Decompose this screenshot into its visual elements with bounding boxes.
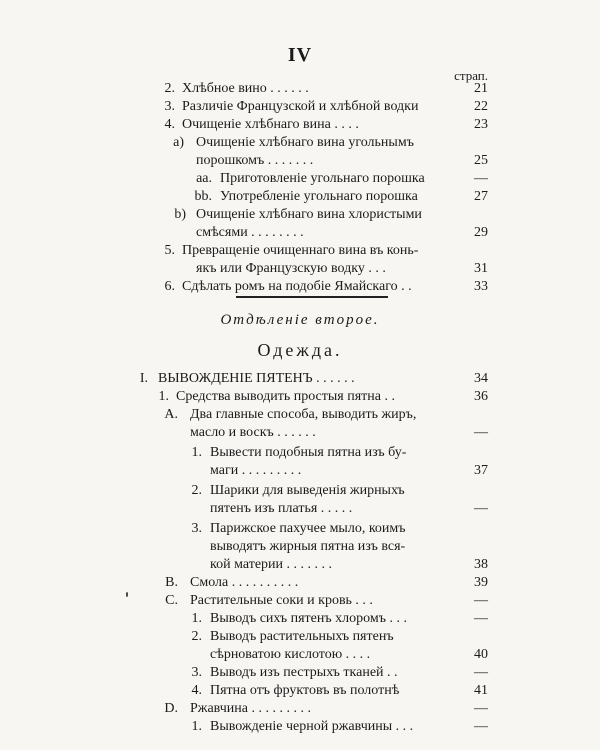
page-number: IV <box>287 44 313 66</box>
toc-entry-text: Вывожденіе черной ржавчины . . . <box>210 719 414 734</box>
toc-entry-number: b) <box>174 207 186 222</box>
toc-entry-text: Приготовленіе угольнаго порошка <box>220 171 425 186</box>
toc-entry-page: — <box>474 611 488 626</box>
toc-entry-page: 31 <box>474 261 488 276</box>
page-column-header: страп. <box>454 68 488 83</box>
toc-entry-text: Ржавчина . . . . . . . . . <box>190 701 311 716</box>
toc-entry-text: Два главные способа, выводить жиръ, <box>190 407 417 422</box>
toc-entry-number: 1. <box>158 389 169 404</box>
toc-entry-page: — <box>474 593 488 608</box>
toc-entry-page: — <box>474 171 488 186</box>
toc-entry-number: 6. <box>164 279 175 294</box>
toc-entry-page: 27 <box>474 189 488 204</box>
toc-entry-page: — <box>474 719 488 734</box>
toc-entry-text: Превращеніе очищеннаго вина въ конь- <box>182 243 419 258</box>
toc-entry-text: смѣсями . . . . . . . . <box>196 225 304 240</box>
toc-entry-text: Очищеніе хлѣбнаго вина хлористыми <box>196 207 422 222</box>
toc-entry-text: сѣрноватою кислотою . . . . <box>210 647 371 662</box>
toc-entry-number: D. <box>164 701 178 716</box>
toc-entry-text: Употребленіе угольнаго порошка <box>220 189 418 204</box>
toc-entry-text: Очищеніе хлѣбнаго вина . . . . <box>182 117 359 132</box>
toc-entry-text: Пятна отъ фруктовъ въ полотнѣ <box>210 683 400 698</box>
toc-entry-text: Парижское пахучее мыло, коимъ <box>210 521 406 536</box>
toc-entry-number: bb. <box>194 189 212 204</box>
section-heading: Одежда. <box>257 340 343 360</box>
toc-entry-number: I. <box>139 371 148 386</box>
toc-entry-number: аа. <box>196 171 212 186</box>
toc-entry-page: 25 <box>474 153 488 168</box>
toc-entry-page: 38 <box>474 557 488 572</box>
toc-entry-page: 29 <box>474 225 488 240</box>
toc-entry-number: 3. <box>164 99 175 114</box>
toc-entry-page: — <box>474 501 488 516</box>
toc-entry-number: 4. <box>191 683 202 698</box>
toc-entry-number: 2. <box>164 81 175 96</box>
toc-entry-page: 34 <box>474 371 488 386</box>
toc-entry-text: масло и воскъ . . . . . . <box>190 425 316 440</box>
toc-entry-page: 23 <box>474 117 488 132</box>
toc-entry-text: Растительные соки и кровь . . . <box>190 593 373 608</box>
toc-entry-text: Различіе Французской и хлѣбной водки <box>182 99 419 114</box>
toc-entry-number: 2. <box>191 629 202 644</box>
toc-entry-text: Смола . . . . . . . . . . <box>190 575 299 590</box>
toc-entry-page: — <box>474 701 488 716</box>
print-speck <box>126 592 128 597</box>
toc-entry-page: 40 <box>474 647 488 662</box>
toc-entry-page: 41 <box>474 683 488 698</box>
toc-entry-page: 33 <box>474 279 488 294</box>
toc-entry-page: 22 <box>474 99 488 114</box>
toc-entry-number: 1. <box>191 719 202 734</box>
toc-entry-text: Выводъ изъ пестрыхъ тканей . . <box>210 665 398 680</box>
toc-entry-text: порошкомъ . . . . . . . <box>196 153 314 168</box>
toc-entry-text: Очищеніе хлѣбнаго вина угольнымъ <box>196 135 414 150</box>
toc-entry-text: выводятъ жирныя пятна изъ вся- <box>210 539 406 554</box>
toc-entry-number: 3. <box>191 665 202 680</box>
toc-entry-text: Выводъ растительныхъ пятенъ <box>210 629 394 644</box>
toc-entry-number: 1. <box>191 611 202 626</box>
toc-entry-text: Сдѣлать ромъ на подобіе Ямайскаго . . <box>182 279 412 294</box>
toc-entry-page: 21 <box>474 81 488 96</box>
section-divider <box>236 296 388 298</box>
toc-entry-page: 39 <box>474 575 488 590</box>
toc-entry-text: Шарики для выведенія жирныхъ <box>210 483 405 498</box>
toc-entry-number: 3. <box>191 521 202 536</box>
toc-entry-text: ВЫВОЖДЕНІЕ ПЯТЕНЪ . . . . . . <box>158 371 355 386</box>
toc-entry-text: пятенъ изъ платья . . . . . <box>210 501 353 516</box>
toc-entry-number: 5. <box>164 243 175 258</box>
toc-entry-text: Хлѣбное вино . . . . . . <box>182 81 309 96</box>
toc-entry-number: а) <box>173 135 184 150</box>
toc-entry-text: маги . . . . . . . . . <box>210 463 302 478</box>
toc-entry-page: — <box>474 665 488 680</box>
toc-entry-number: 1. <box>191 445 202 460</box>
toc-entry-text: Вывести подобныя пятна изъ бу- <box>210 445 407 460</box>
toc-entry-page: 37 <box>474 463 488 478</box>
toc-entry-text: Выводъ сихъ пятенъ хлоромъ . . . <box>210 611 407 626</box>
toc-entry-text: якъ или Французскую водку . . . <box>196 261 386 276</box>
section-title: Отдѣленіе второе. <box>220 312 380 328</box>
toc-entry-page: 36 <box>474 389 488 404</box>
toc-entry-number: В. <box>165 575 178 590</box>
toc-entry-number: 2. <box>191 483 202 498</box>
toc-entry-text: Средства выводить простыя пятна . . <box>176 389 395 404</box>
toc-entry-text: кой материи . . . . . . . <box>210 557 333 572</box>
toc-entry-number: 4. <box>164 117 175 132</box>
toc-entry-page: — <box>474 425 488 440</box>
toc-entry-number: С. <box>165 593 178 608</box>
toc-entry-number: А. <box>164 407 178 422</box>
